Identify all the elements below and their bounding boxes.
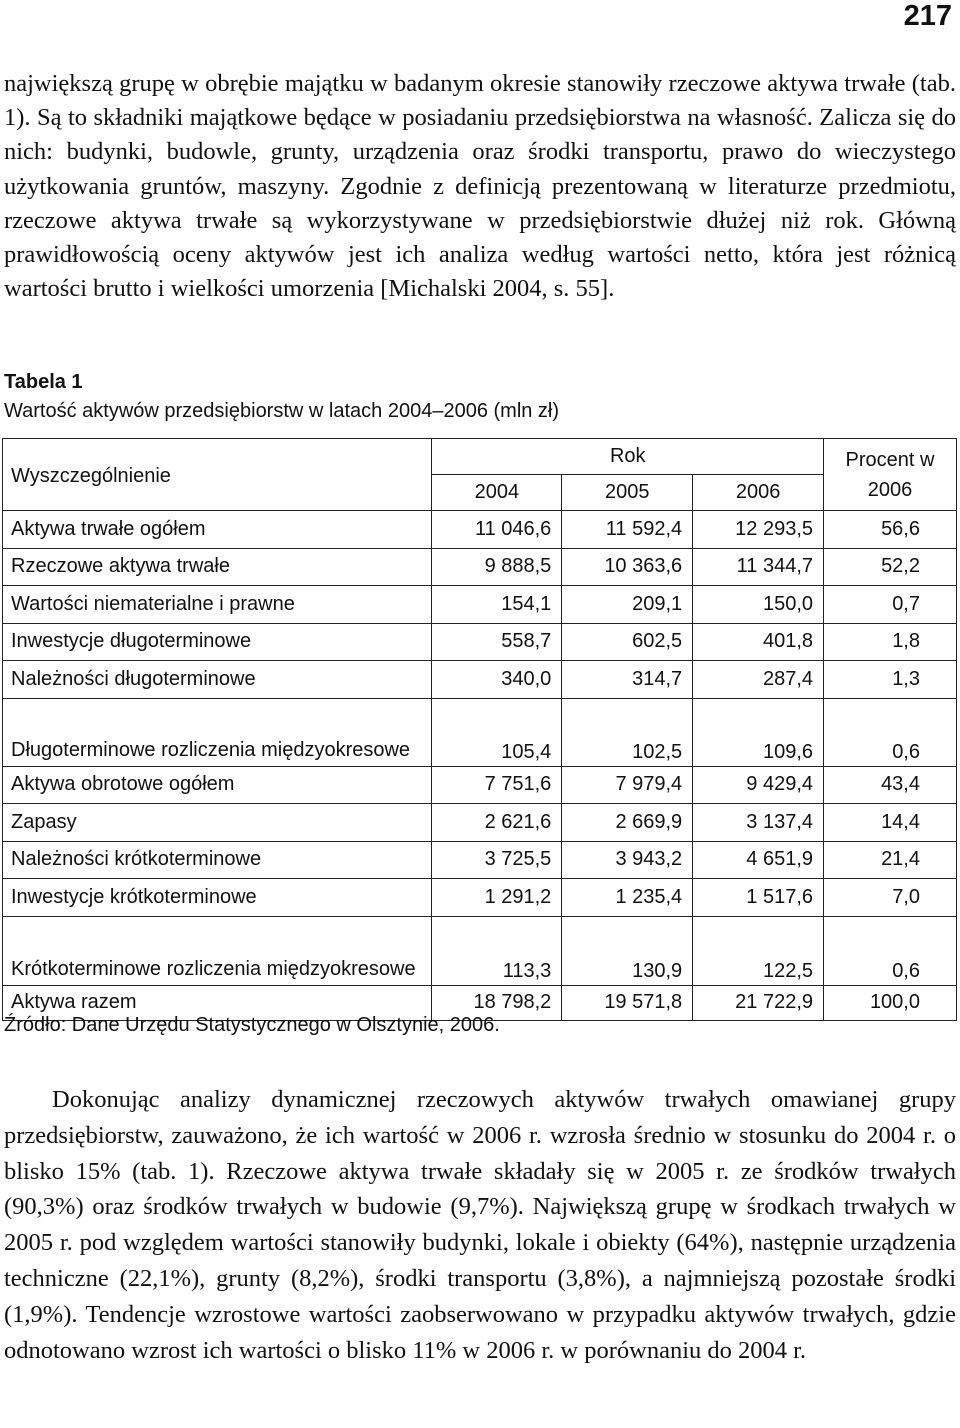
cell-percent: 52,2 <box>824 548 957 586</box>
table-row <box>3 511 957 549</box>
cell-2004: 113,3 <box>432 916 562 985</box>
table-row <box>3 623 957 661</box>
table-label: Tabela 1 <box>4 371 83 393</box>
cell-percent: 100,0 <box>824 985 957 1020</box>
table-row <box>3 586 957 624</box>
cell-2005: 7 979,4 <box>562 766 693 804</box>
cell-2006: 21 722,9 <box>693 985 824 1020</box>
page-number: 217 <box>903 0 952 32</box>
cell-percent: 0,6 <box>824 698 957 766</box>
row-label: Wartości niematerialne i prawne <box>3 586 432 624</box>
cell-2005: 314,7 <box>562 661 693 699</box>
cell-percent: 21,4 <box>824 841 957 879</box>
cell-2006: 109,6 <box>693 698 824 766</box>
body-paragraph-1: największą grupę w obrębie majątku w badanym okresie stanowiły rzeczowe aktywa trwałe (tab. 1). Są to składniki majątkowe będące w posiadaniu przedsiębiorstwa na własność. Zalicza się do nich: budynki, budowle, grunty, urządzenia oraz środki transportu, prawo do wieczystego użytkowania gruntów, maszyny. Zgodnie z definicją prezentowaną w literaturze przedmiotu, rzeczowe aktywa trwałe są wykorzystywane w przedsiębiorstwie dłużej niż rok. Główną prawidłowością oceny aktywów jest ich analiza według wartości netto, która jest różnicą wartości brutto i wielkości umorzenia [Michalski 2004, s. 55]. <box>4 70 956 303</box>
row-label: Długoterminowe rozliczenia międzyokresowe <box>3 698 432 766</box>
cell-2004: 11 046,6 <box>432 511 562 549</box>
cell-2004: 558,7 <box>432 623 562 661</box>
cell-2006: 122,5 <box>693 916 824 985</box>
cell-2006: 150,0 <box>693 586 824 624</box>
cell-2006: 3 137,4 <box>693 804 824 842</box>
row-label: Aktywa trwałe ogółem <box>3 511 432 549</box>
cell-2006: 287,4 <box>693 661 824 699</box>
cell-2004: 340,0 <box>432 661 562 699</box>
row-label: Należności krótkoterminowe <box>3 841 432 879</box>
cell-percent: 7,0 <box>824 879 957 917</box>
header-percent: Procent w 2006 <box>824 439 957 511</box>
header-year-2005: 2005 <box>562 475 693 511</box>
cell-2006: 1 517,6 <box>693 879 824 917</box>
cell-2005: 2 669,9 <box>562 804 693 842</box>
cell-percent: 43,4 <box>824 766 957 804</box>
table-caption: Wartość aktywów przedsiębiorstw w latach 2004–2006 (mln zł) <box>4 400 560 422</box>
row-label: Rzeczowe aktywa trwałe <box>3 548 432 586</box>
cell-2004: 7 751,6 <box>432 766 562 804</box>
cell-2005: 130,9 <box>562 916 693 985</box>
body-paragraph-2: Dokonując analizy dynamicznej rzeczowych aktywów trwałych omawianej grupy przedsiębiorstw, zauważono, że ich wartość w 2006 r. wzrosła średnio w stosunku do 2004 r. o blisko 15% (tab. 1). Rzeczowe aktywa trwałe składały się w 2005 r. ze środków trwałych (90,3%) oraz środków trwałych w budowie (9,7%). Największą grupę w środkach trwałych w 2005 r. pod względem wartości stanowiły budynki, lokale i obiekty (64%), następnie urządzenia techniczne (22,1%), grunty (8,2%), środki transportu (3,8%), a najmniejszą pozostałe środki (1,9%). Tendencje wzrostowe wartości zaobserwowano w przypadku aktywów trwałych, gdzie odnotowano wzrost ich wartości o blisko 11% w 2006 r. w porównaniu do 2004 r. <box>4 1086 956 1364</box>
cell-2006: 11 344,7 <box>693 548 824 586</box>
cell-2005: 3 943,2 <box>562 841 693 879</box>
table-row <box>3 841 957 879</box>
cell-2005: 19 571,8 <box>562 985 693 1020</box>
cell-percent: 56,6 <box>824 511 957 549</box>
table-source: Źródło: Dane Urzędu Statystycznego w Olsztynie, 2006. <box>4 1014 500 1036</box>
table-row <box>3 548 957 586</box>
header-year-group: Rok <box>432 439 824 475</box>
row-label: Inwestycje krótkoterminowe <box>3 879 432 917</box>
cell-2005: 102,5 <box>562 698 693 766</box>
cell-2004: 2 621,6 <box>432 804 562 842</box>
row-label: Aktywa razem <box>3 985 432 1020</box>
cell-2005: 11 592,4 <box>562 511 693 549</box>
header-year-2006: 2006 <box>693 475 824 511</box>
cell-2005: 602,5 <box>562 623 693 661</box>
cell-2006: 9 429,4 <box>693 766 824 804</box>
cell-percent: 1,3 <box>824 661 957 699</box>
assets-table <box>2 438 957 1021</box>
cell-percent: 0,7 <box>824 586 957 624</box>
cell-percent: 0,6 <box>824 916 957 985</box>
cell-2006: 401,8 <box>693 623 824 661</box>
row-label: Należności długoterminowe <box>3 661 432 699</box>
row-label: Krótkoterminowe rozliczenia międzyokresowe <box>3 916 432 985</box>
cell-2004: 105,4 <box>432 698 562 766</box>
cell-2004: 3 725,5 <box>432 841 562 879</box>
table-row <box>3 804 957 842</box>
cell-percent: 14,4 <box>824 804 957 842</box>
cell-2006: 4 651,9 <box>693 841 824 879</box>
table-row <box>3 661 957 699</box>
cell-2006: 12 293,5 <box>693 511 824 549</box>
row-label: Zapasy <box>3 804 432 842</box>
cell-2005: 10 363,6 <box>562 548 693 586</box>
table-row <box>3 766 957 804</box>
cell-2004: 154,1 <box>432 586 562 624</box>
table-row <box>3 698 957 766</box>
row-label: Aktywa obrotowe ogółem <box>3 766 432 804</box>
row-label: Inwestycje długoterminowe <box>3 623 432 661</box>
cell-2005: 1 235,4 <box>562 879 693 917</box>
cell-2004: 18 798,2 <box>432 985 562 1020</box>
cell-2004: 1 291,2 <box>432 879 562 917</box>
table-row <box>3 879 957 917</box>
table-row <box>3 916 957 985</box>
header-item: Wyszczególnienie <box>3 439 432 511</box>
cell-2004: 9 888,5 <box>432 548 562 586</box>
cell-2005: 209,1 <box>562 586 693 624</box>
header-year-2004: 2004 <box>432 475 562 511</box>
cell-percent: 1,8 <box>824 623 957 661</box>
